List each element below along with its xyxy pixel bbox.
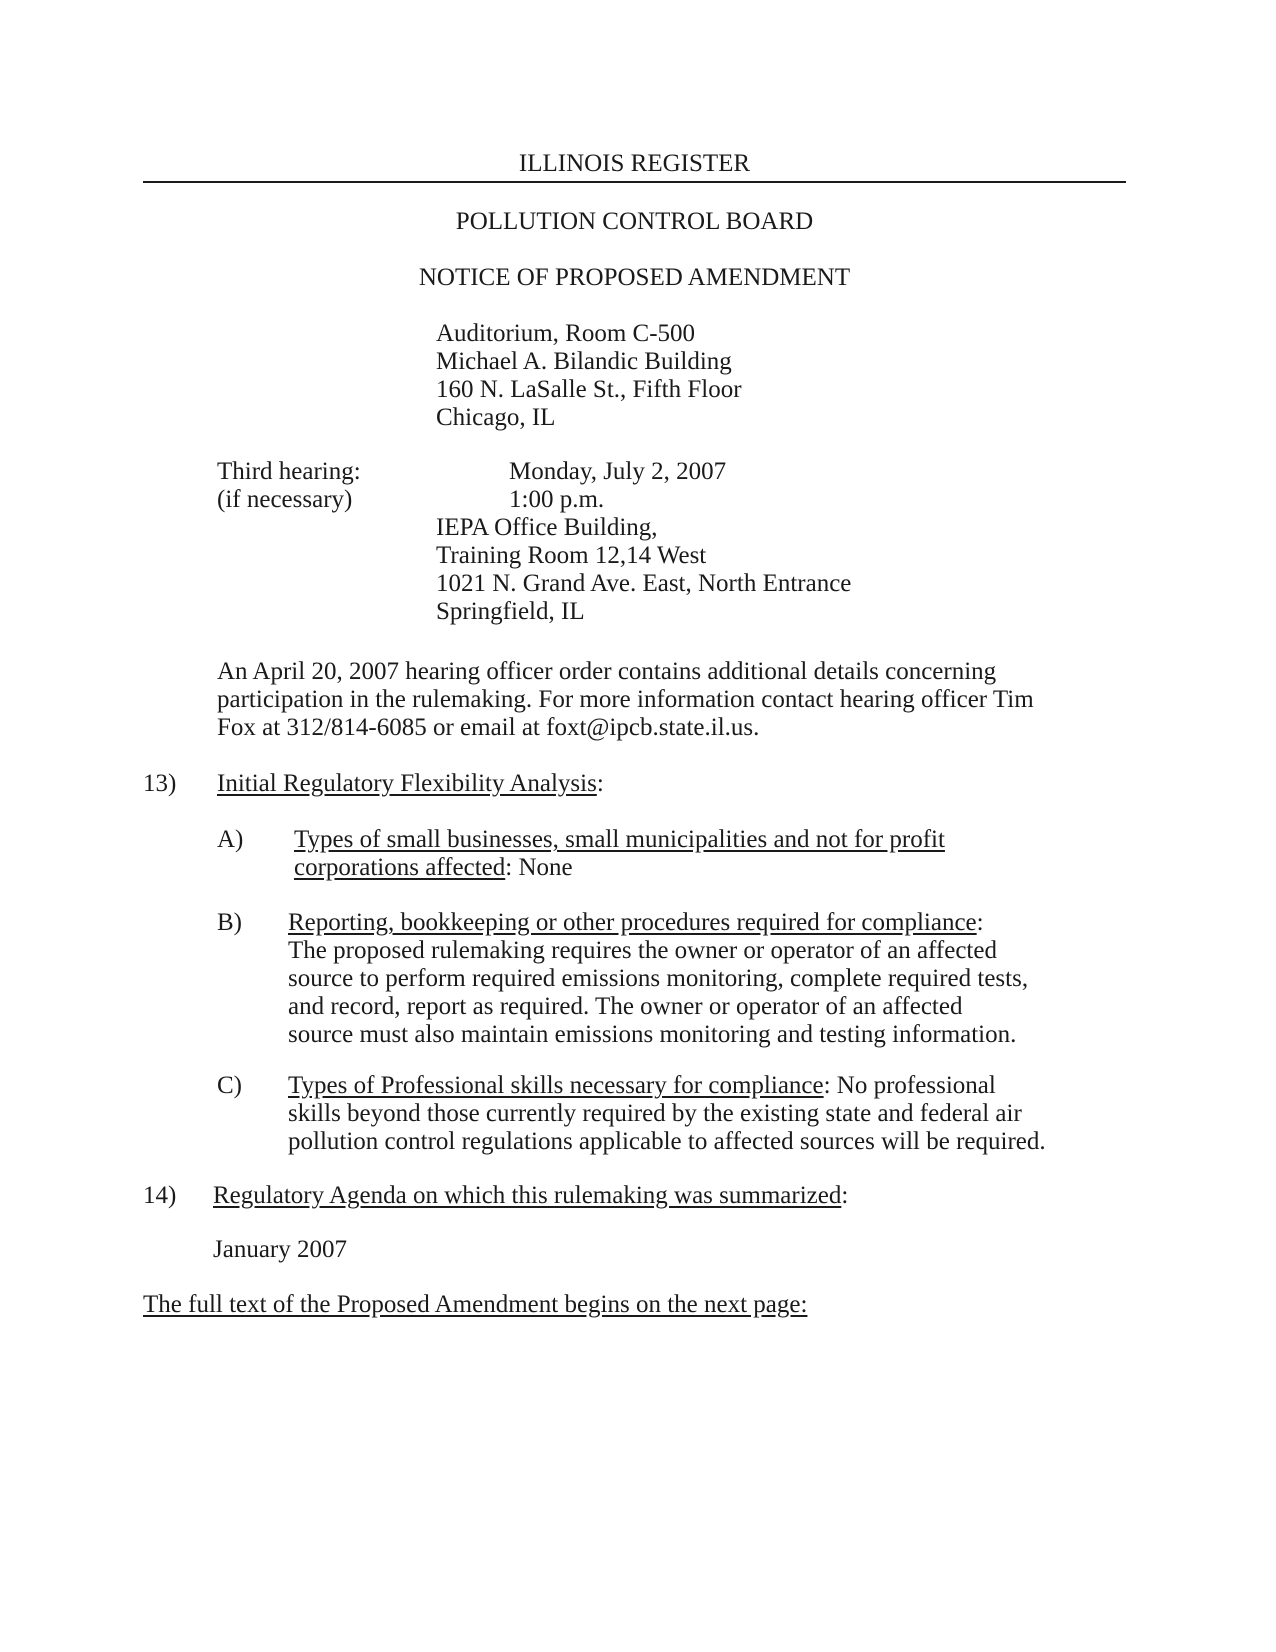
item-c — [288, 1072, 1046, 1156]
venue-line: IEPA Office Building, — [436, 514, 658, 541]
item-c-title-wrap — [288, 1072, 1046, 1100]
third-hearing-label-line: (if necessary) — [217, 486, 353, 513]
header-rule — [143, 181, 1126, 183]
hearing-note — [217, 658, 1034, 742]
section-13-number: 13) — [143, 770, 177, 797]
item-a-marker: A) — [217, 826, 244, 853]
item-a-title-line2-wrap — [294, 854, 945, 882]
section-14-number: 14) — [143, 1182, 177, 1209]
footer-note — [143, 1291, 807, 1319]
venue-line: Springfield, IL — [436, 598, 585, 625]
third-hearing-datetime — [509, 458, 726, 514]
agency-title: POLLUTION CONTROL BOARD — [455, 208, 814, 235]
item-b-body-line: source must also maintain emissions monitoring and testing information. — [288, 1021, 1017, 1048]
item-c-body-line: pollution control regulations applicable to affected sources will be required. — [288, 1128, 1046, 1155]
section-14-heading-suffix: : — [841, 1182, 849, 1209]
item-a-value: : None — [505, 854, 573, 881]
location-line: 160 N. LaSalle St., Fifth Floor — [436, 376, 742, 403]
location-line: Auditorium, Room C-500 — [436, 320, 696, 347]
third-hearing-date: Monday, July 2, 2007 — [509, 458, 727, 485]
footer-note-text: The full text of the Proposed Amendment begins on the next page: — [143, 1291, 808, 1318]
section-14-heading — [213, 1182, 848, 1210]
third-hearing-label — [217, 458, 361, 514]
notice-title: NOTICE OF PROPOSED AMENDMENT — [418, 264, 851, 291]
hearing-note-line: Fox at 312/814-6085 or email at foxt@ipcb.state.il.us. — [217, 714, 760, 741]
location-line: Chicago, IL — [436, 404, 556, 431]
item-b-body-line: source to perform required emissions monitoring, complete required tests, — [288, 965, 1029, 992]
item-b-marker: B) — [217, 909, 242, 936]
section-14-heading-text: Regulatory Agenda on which this rulemaking was summarized — [213, 1182, 842, 1209]
item-b-title: Reporting, bookkeeping or other procedures required for compliance — [288, 909, 977, 936]
section-13-heading — [217, 770, 604, 798]
item-a-title-line: Types of small businesses, small municipalities and not for profit — [294, 826, 945, 853]
item-b-body-line: The proposed rulemaking requires the owner or operator of an affected — [288, 937, 997, 964]
item-b-title-suffix: : — [976, 909, 984, 936]
item-b-title-wrap — [288, 909, 1028, 937]
register-title: ILLINOIS REGISTER — [518, 150, 751, 177]
hearing-note-line: participation in the rulemaking. For more information contact hearing officer Tim — [217, 686, 1034, 713]
section-13-heading-suffix: : — [596, 770, 604, 797]
item-c-title-suffix: : No professional — [823, 1072, 996, 1099]
item-a-title-line: corporations affected — [294, 854, 506, 881]
item-a — [294, 826, 945, 882]
item-b — [288, 909, 1028, 1049]
location-block — [436, 320, 742, 432]
item-b-body-line: and record, report as required. The owner or operator of an affected — [288, 993, 963, 1020]
location-line: Michael A. Bilandic Building — [436, 348, 732, 375]
venue-line: 1021 N. Grand Ave. East, North Entrance — [436, 570, 852, 597]
section-13-heading-text: Initial Regulatory Flexibility Analysis — [217, 770, 597, 797]
item-c-body-line: skills beyond those currently required by the existing state and federal air — [288, 1100, 1022, 1127]
third-hearing-venue — [436, 514, 851, 626]
third-hearing-label-line: Third hearing: — [217, 458, 361, 485]
third-hearing-time: 1:00 p.m. — [509, 486, 605, 513]
section-14-value: January 2007 — [213, 1236, 347, 1263]
venue-line: Training Room 12,14 West — [436, 542, 707, 569]
hearing-note-line: An April 20, 2007 hearing officer order contains additional details concerning — [217, 658, 997, 685]
item-c-title: Types of Professional skills necessary for compliance — [288, 1072, 824, 1099]
item-c-marker: C) — [217, 1072, 242, 1099]
